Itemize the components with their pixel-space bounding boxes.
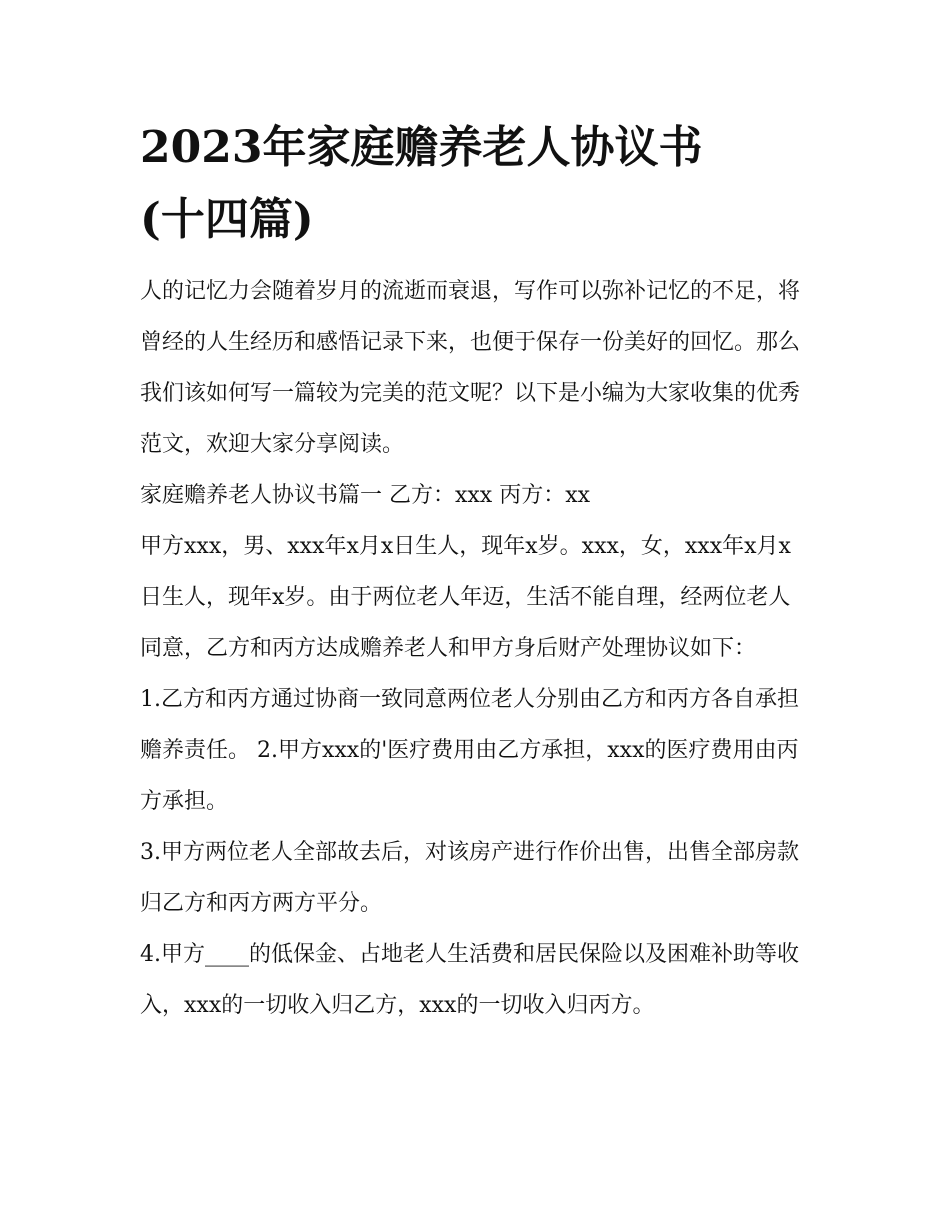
party-description-paragraph: 甲方xxx，男、xxx年x月x日生人，现年x岁。xxx，女，xxx年x月x日生人，现年x岁。由于两位老人年迈，生活不能自理，经两位老人同意，乙方和丙方达成赡养老人和甲方身后财产处理协议如下： <box>140 534 791 661</box>
section-heading-parties: 家庭赡养老人协议书篇一 乙方：xxx 丙方：xx <box>140 483 591 508</box>
clause-1-2: 1.乙方和丙方通过协商一致同意两位老人分别由乙方和丙方各自承担赡养责任。 2.甲方xxx的'医疗费用由乙方承担，xxx的医疗费用由丙方承担。 <box>140 687 799 814</box>
title-line-2: (十四篇) <box>140 194 314 245</box>
document-page <box>140 112 812 1031</box>
document-title <box>140 112 812 256</box>
clause-4: 4.甲方____的低保金、占地老人生活费和居民保险以及困难补助等收入，xxx的一切收入归乙方，xxx的一切收入归丙方。 <box>140 942 799 1018</box>
intro-paragraph: 人的记忆力会随着岁月的流逝而衰退，写作可以弥补记忆的不足，将曾经的人生经历和感悟记录下来，也便于保存一份美好的回忆。那么我们该如何写一篇较为完美的范文呢？以下是小编为大家收集的优秀范文，欢迎大家分享阅读。 <box>140 279 801 457</box>
title-line-1: 2023年家庭赡养老人协议书 <box>140 122 703 173</box>
clause-3: 3.甲方两位老人全部故去后，对该房产进行作价出售，出售全部房款归乙方和丙方两方平分。 <box>140 840 799 916</box>
